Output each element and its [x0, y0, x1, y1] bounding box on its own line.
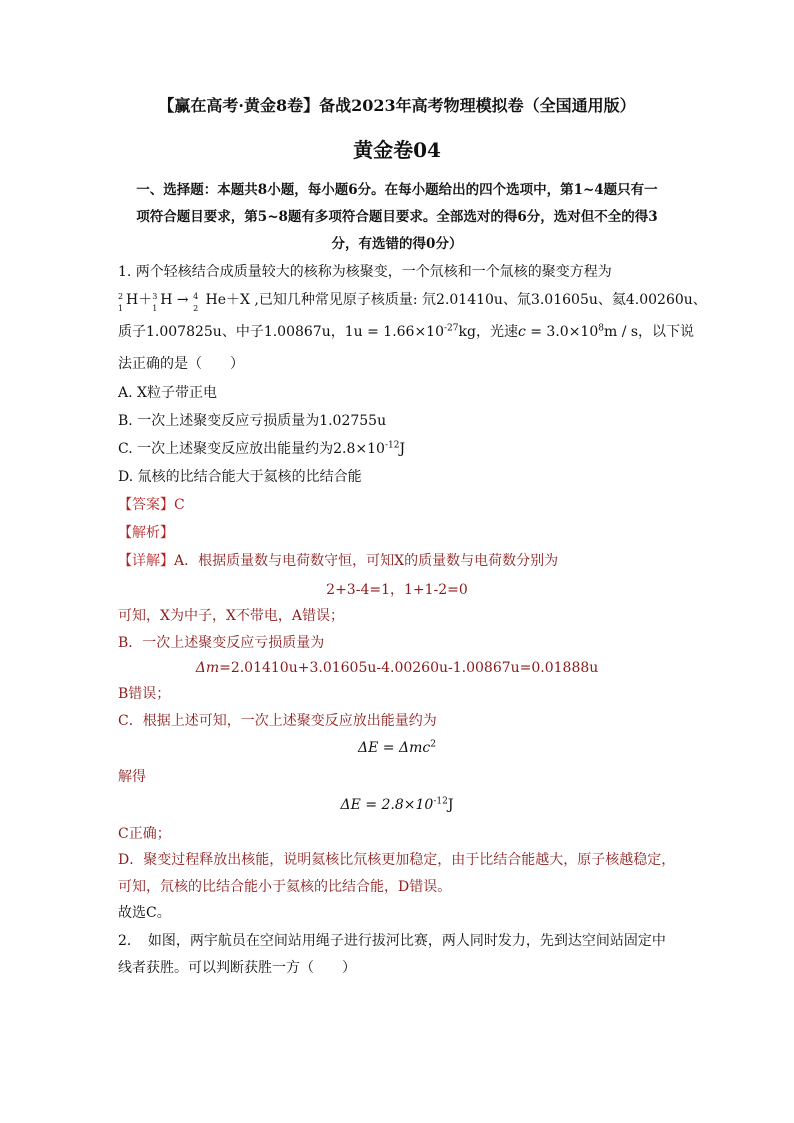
answer-label: 【答案】C [118, 497, 185, 513]
detail-c-head: C．根据上述可知，一次上述聚变反应放出能量约为 [118, 713, 437, 729]
energy-expr: ΔE = Δmc [358, 740, 431, 756]
equation-energy [0, 738, 794, 758]
equation-energy-value [0, 795, 794, 815]
isotope-tritium: 3 1 [152, 292, 158, 313]
q2-line2: 线者获胜。可以判断获胜一方（ ） [118, 960, 356, 976]
q1-exp1: -27 [444, 323, 459, 334]
section-instruction-line1: 一、选择题：本题共8小题，每小题6分。在每小题给出的四个选项中，第1~4题只有一 [136, 182, 658, 198]
conclusion-b: B错误； [118, 686, 171, 702]
q1-constants-e: m / s，以下说 [603, 324, 695, 340]
q1-option-c [118, 439, 405, 459]
conclusion-c: C正确； [118, 826, 171, 842]
energy-exp: 2 [430, 739, 436, 750]
q1-equation-tail: He＋X ,已知几种常见原子核质量: 氘2.01410u、氚3.01605u、氦4.00260u、 [205, 292, 707, 308]
isotope-helium: 4 2 [193, 292, 199, 313]
detail-a-text: A．根据质量数与电荷数守恒，可知X的质量数与电荷数分别为 [174, 553, 559, 569]
section-instruction-line2: 项符合题目要求，第5~8题有多项符合题目要求。全部选对的得6分，选对但不全的得3 [136, 209, 658, 225]
q1-option-b: B. 一次上述聚变反应亏损质量为1.02755u [118, 413, 387, 429]
equation-mass-charge: 2+3-4=1，1+1-2=0 [326, 582, 468, 598]
energy-value-expr: ΔE = 2.8×10 [340, 797, 434, 813]
q2-line1: 2． 如图，两宇航员在空间站用绳子进行拔河比赛，两人同时发力，先到达空间站固定中 [118, 933, 666, 949]
q1-constants-b: kg，光速 [458, 324, 518, 340]
q1-equation-line: 2 1 H＋ 3 1 H → 4 2 He＋X ,已知几种常见原子核质量: 氘2.01410u、氚3.01605u、氦4.00260u、 [118, 292, 707, 313]
q1-exp2: 8 [598, 323, 604, 334]
detail-b-head: B．一次上述聚变反应亏损质量为 [118, 635, 325, 651]
final-choice: 故选C。 [118, 905, 171, 921]
q1-prompt: 法正确的是（ ） [118, 356, 244, 372]
detail-line-a [118, 551, 558, 571]
q1-constants-a: 质子1.007825u、中子1.00867u，1u = 1.66×10 [118, 324, 444, 340]
mass-defect-expr: =2.01410u+3.01605u-4.00260u-1.00867u=0.01888u [219, 660, 599, 676]
detail-d-line2: 可知，氘核的比结合能小于氦核的比结合能，D错误。 [118, 879, 452, 895]
q1-constants-line [118, 322, 694, 342]
delta-m: Δm [195, 660, 220, 676]
exam-title: 【赢在高考·黄金8卷】备战2023年高考物理模拟卷（全国通用版） [158, 96, 636, 115]
analysis-label: 【解析】 [118, 525, 174, 541]
solve-label: 解得 [118, 769, 146, 785]
equation-mass-defect [0, 658, 794, 678]
isotope-deuterium: 2 1 [118, 292, 124, 313]
detail-label: 【详解】 [118, 553, 174, 569]
energy-value-unit: J [447, 797, 454, 813]
q1-option-a: A. X粒子带正电 [118, 385, 217, 401]
q1-constants-d: = 3.0×10 [525, 324, 599, 340]
q1-intro: 1. 两个轻核结合成质量较大的核称为核聚变，一个氘核和一个氚核的聚变方程为 [118, 264, 612, 280]
section-instruction-line3: 分，有选错的得0分） [331, 236, 463, 252]
q1-option-c-exp: -12 [384, 440, 400, 451]
conclusion-a: 可知，X为中子，X不带电，A错误； [118, 608, 345, 624]
q1-constants-c: c [517, 324, 526, 340]
q1-option-c-text: C. 一次上述聚变反应放出能量约为2.8×10 [118, 441, 385, 457]
q1-option-d: D. 氚核的比结合能大于氦核的比结合能 [118, 469, 362, 485]
q1-option-c-unit: J [399, 441, 406, 457]
exam-subtitle: 黄金卷04 [353, 138, 441, 162]
detail-d-line1: D．聚变过程释放出核能，说明氦核比氘核更加稳定，由于比结合能越大，原子核越稳定， [118, 852, 676, 868]
energy-value-exp: -12 [433, 796, 448, 807]
